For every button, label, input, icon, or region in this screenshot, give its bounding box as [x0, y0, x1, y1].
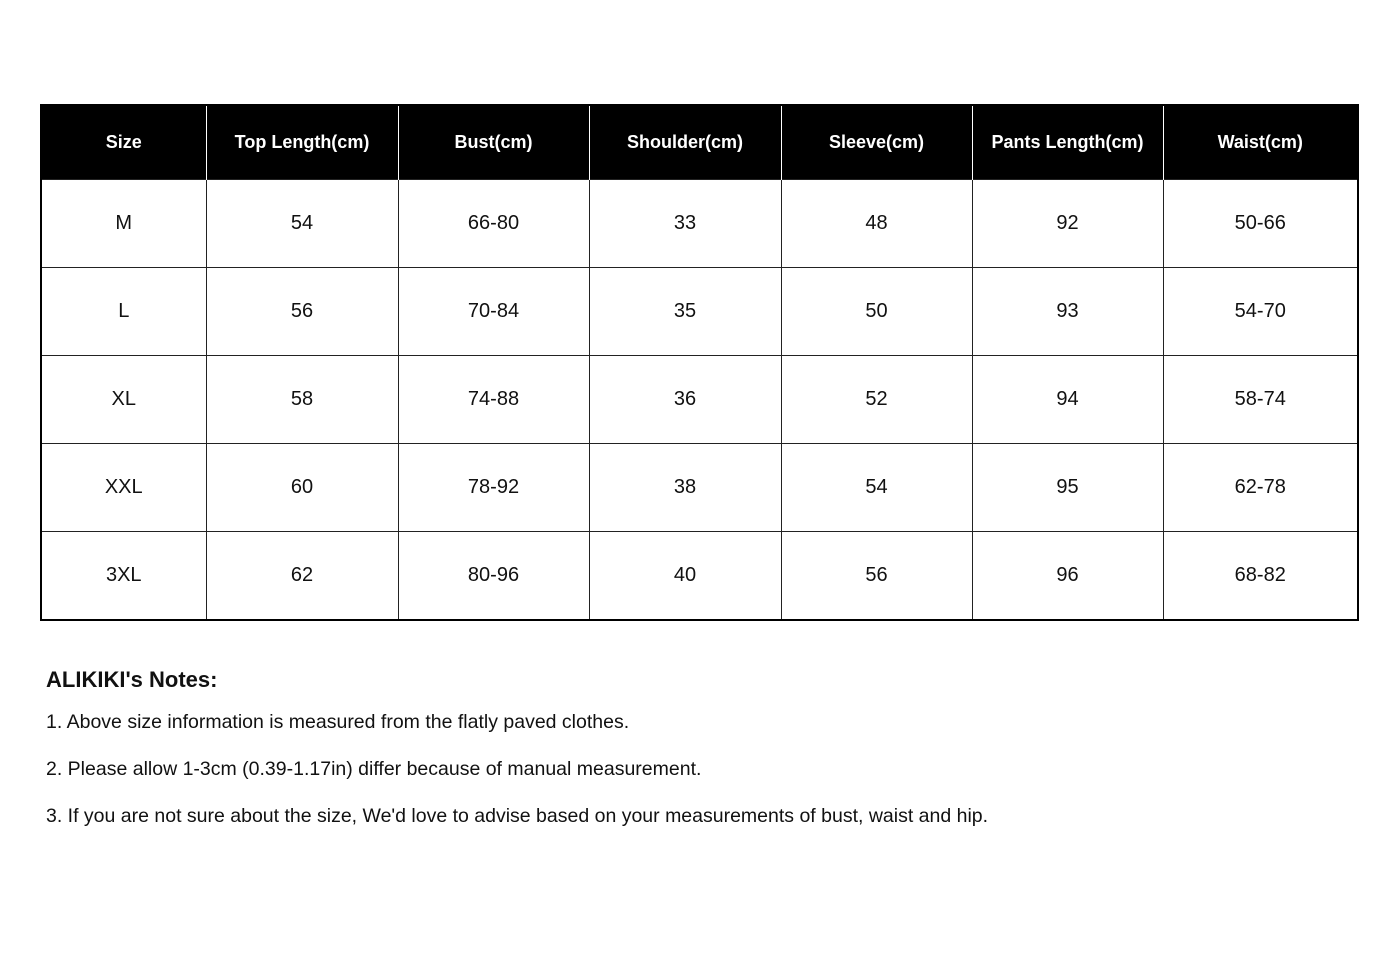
table-cell-bust: 74-88 — [398, 356, 589, 444]
table-cell-size: XL — [41, 356, 206, 444]
table-cell-waist: 62-78 — [1163, 444, 1358, 532]
table-cell-shoulder: 33 — [589, 180, 781, 268]
table-cell-shoulder: 38 — [589, 444, 781, 532]
size-chart-table — [40, 104, 1359, 621]
table-row — [41, 356, 1358, 444]
header-cell-size: Size — [41, 105, 206, 180]
header-cell-pants-length: Pants Length(cm) — [972, 105, 1163, 180]
size-chart-body — [41, 180, 1358, 621]
table-cell-sleeve: 56 — [781, 532, 972, 621]
note-item: 2. Please allow 1-3cm (0.39-1.17in) differ because of manual measurement. — [46, 758, 702, 780]
table-cell-sleeve: 48 — [781, 180, 972, 268]
table-cell-top-length: 58 — [206, 356, 398, 444]
note-item: 1. Above size information is measured from the flatly paved clothes. — [46, 711, 630, 733]
table-cell-pants-length: 95 — [972, 444, 1163, 532]
header-cell-sleeve: Sleeve(cm) — [781, 105, 972, 180]
table-cell-size: 3XL — [41, 532, 206, 621]
table-row — [41, 532, 1358, 621]
header-cell-top-length: Top Length(cm) — [206, 105, 398, 180]
table-cell-size: M — [41, 180, 206, 268]
table-cell-pants-length: 96 — [972, 532, 1163, 621]
note-item: 3. If you are not sure about the size, We'd love to advise based on your measurements of bust, waist and hip. — [46, 805, 989, 827]
table-cell-bust: 80-96 — [398, 532, 589, 621]
table-cell-top-length: 54 — [206, 180, 398, 268]
table-cell-top-length: 56 — [206, 268, 398, 356]
table-cell-size: XXL — [41, 444, 206, 532]
table-row — [41, 268, 1358, 356]
table-row — [41, 180, 1358, 268]
header-cell-shoulder: Shoulder(cm) — [589, 105, 781, 180]
table-cell-shoulder: 35 — [589, 268, 781, 356]
table-cell-shoulder: 36 — [589, 356, 781, 444]
table-cell-waist: 54-70 — [1163, 268, 1358, 356]
header-row — [41, 105, 1358, 180]
notes-title: ALIKIKI's Notes: — [46, 667, 218, 692]
table-cell-top-length: 62 — [206, 532, 398, 621]
table-cell-shoulder: 40 — [589, 532, 781, 621]
table-cell-sleeve: 50 — [781, 268, 972, 356]
table-cell-bust: 70-84 — [398, 268, 589, 356]
table-cell-pants-length: 94 — [972, 356, 1163, 444]
table-cell-waist: 58-74 — [1163, 356, 1358, 444]
table-cell-pants-length: 93 — [972, 268, 1163, 356]
table-cell-waist: 68-82 — [1163, 532, 1358, 621]
table-row — [41, 444, 1358, 532]
table-cell-bust: 78-92 — [398, 444, 589, 532]
table-cell-sleeve: 52 — [781, 356, 972, 444]
size-chart-header — [41, 105, 1358, 180]
table-cell-sleeve: 54 — [781, 444, 972, 532]
header-cell-waist: Waist(cm) — [1163, 105, 1358, 180]
table-cell-size: L — [41, 268, 206, 356]
table-cell-waist: 50-66 — [1163, 180, 1358, 268]
header-cell-bust: Bust(cm) — [398, 105, 589, 180]
table-cell-bust: 66-80 — [398, 180, 589, 268]
notes-section — [46, 666, 1346, 849]
table-cell-pants-length: 92 — [972, 180, 1163, 268]
table-cell-top-length: 60 — [206, 444, 398, 532]
